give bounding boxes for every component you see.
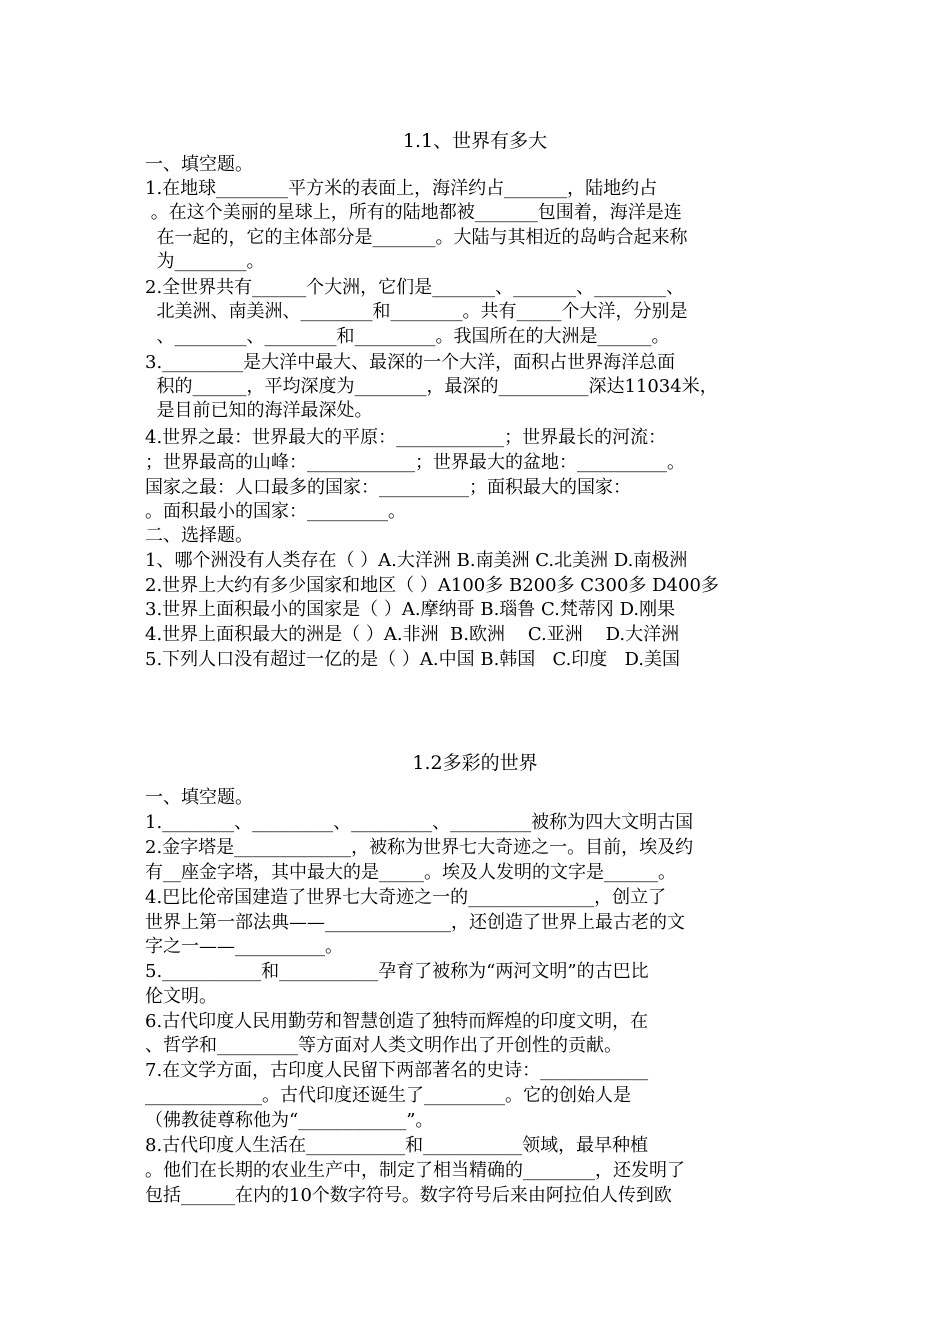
text-line: 二、选择题。 xyxy=(145,525,253,546)
text-line: 有__座金字塔，其中最大的是_____。埃及人发明的文字是______。 xyxy=(145,862,676,883)
text-line: 4.世界上面积最大的洲是（ ）A.非洲 B.欧洲 C.亚洲 D.大洋洲 xyxy=(145,624,680,645)
text-line: 4.巴比伦帝国建造了世界七大奇迹之一的______________，创立了 xyxy=(145,887,667,908)
text-line: 2.全世界共有______个大洲，它们是_______、_______、________、 xyxy=(145,277,685,298)
text-line: 、哲学和_________等方面对人类文明作出了开创性的贡献。 xyxy=(145,1035,622,1056)
text-line: 。在这个美丽的星球上，所有的陆地都被_______包围着，海洋是连 xyxy=(145,202,682,223)
text-line: 一、填空题。 xyxy=(145,154,253,175)
text-line: 3.世界上面积最小的国家是（ ）A.摩纳哥 B.瑙鲁 C.梵蒂冈 D.刚果 xyxy=(145,599,676,620)
section-2-title: 1.2多彩的世界 xyxy=(412,752,538,774)
text-line: 5.___________和___________孕育了被称为“两河文明”的古巴比 xyxy=(145,961,649,982)
section-1-title: 1.1、世界有多大 xyxy=(402,130,548,152)
text-line: 2.金字塔是_____________，被称为世界七大奇迹之一。目前，埃及约 xyxy=(145,837,694,858)
text-line: 、________、________和_________。我国所在的大洲是______。 xyxy=(145,326,670,347)
text-line: 字之一——__________。 xyxy=(145,936,343,957)
text-line: 7.在文学方面，古印度人民留下两部著名的史诗：____________ xyxy=(145,1060,649,1081)
text-line: 包括______在内的10个数字符号。数字符号后来由阿拉伯人传到欧 xyxy=(145,1185,672,1206)
text-line: 。面积最小的国家：_________。 xyxy=(145,501,406,522)
text-line: ；世界最高的山峰：____________；世界最大的盆地：__________。 xyxy=(145,452,685,473)
text-line: 在一起的，它的主体部分是_______。大陆与其相近的岛屿合起来称 xyxy=(145,227,688,248)
text-line: 4.世界之最：世界最大的平原：____________；世界最长的河流： xyxy=(145,427,667,448)
text-line: 一、填空题。 xyxy=(145,787,253,808)
text-line: 北美洲、南美洲、________和________。共有_____个大洋，分别是 xyxy=(145,301,688,322)
text-line: 为________。 xyxy=(145,251,265,272)
text-line: 世界上第一部法典——______________，还创造了世界上最古老的文 xyxy=(145,912,685,933)
text-line: 2.世界上大约有多少国家和地区（ ）A100多 B200多 C300多 D400多 xyxy=(145,575,719,596)
text-line: 3._________是大洋中最大、最深的一个大洋，面积占世界海洋总面 xyxy=(145,352,676,373)
text-line: （佛教徒尊称他为“____________”。 xyxy=(145,1110,434,1131)
text-line: 国家之最：人口最多的国家：__________；面积最大的国家： xyxy=(145,477,631,498)
text-line: 1、哪个洲没有人类存在（ ）A.大洋洲 B.南美洲 C.北美洲 D.南极洲 xyxy=(145,550,688,571)
text-line: 。他们在长期的农业生产中，制定了相当精确的________，还发明了 xyxy=(145,1160,685,1181)
text-line: 1.________、_________、_________、_________被称为四大文明古国 xyxy=(145,812,694,833)
text-line: 8.古代印度人生活在___________和___________领域，最早种植 xyxy=(145,1135,649,1156)
text-line: 积的______，平均深度为________，最深的__________深达11034米， xyxy=(145,376,718,397)
text-line: 1.在地球________平方米的表面上，海洋约占_______，陆地约占 xyxy=(145,178,658,199)
text-line: 是目前已知的海洋最深处。 xyxy=(145,400,373,421)
text-line: 6.古代印度人民用勤劳和智慧创造了独特而辉煌的印度文明，在 xyxy=(145,1011,649,1032)
text-line: 5.下列人口没有超过一亿的是（ ）A.中国 B.韩国 C.印度 D.美国 xyxy=(145,649,680,670)
text-line: 伦文明。 xyxy=(145,986,217,1007)
text-line: _____________。古代印度还诞生了_________。它的创始人是 xyxy=(145,1085,631,1106)
